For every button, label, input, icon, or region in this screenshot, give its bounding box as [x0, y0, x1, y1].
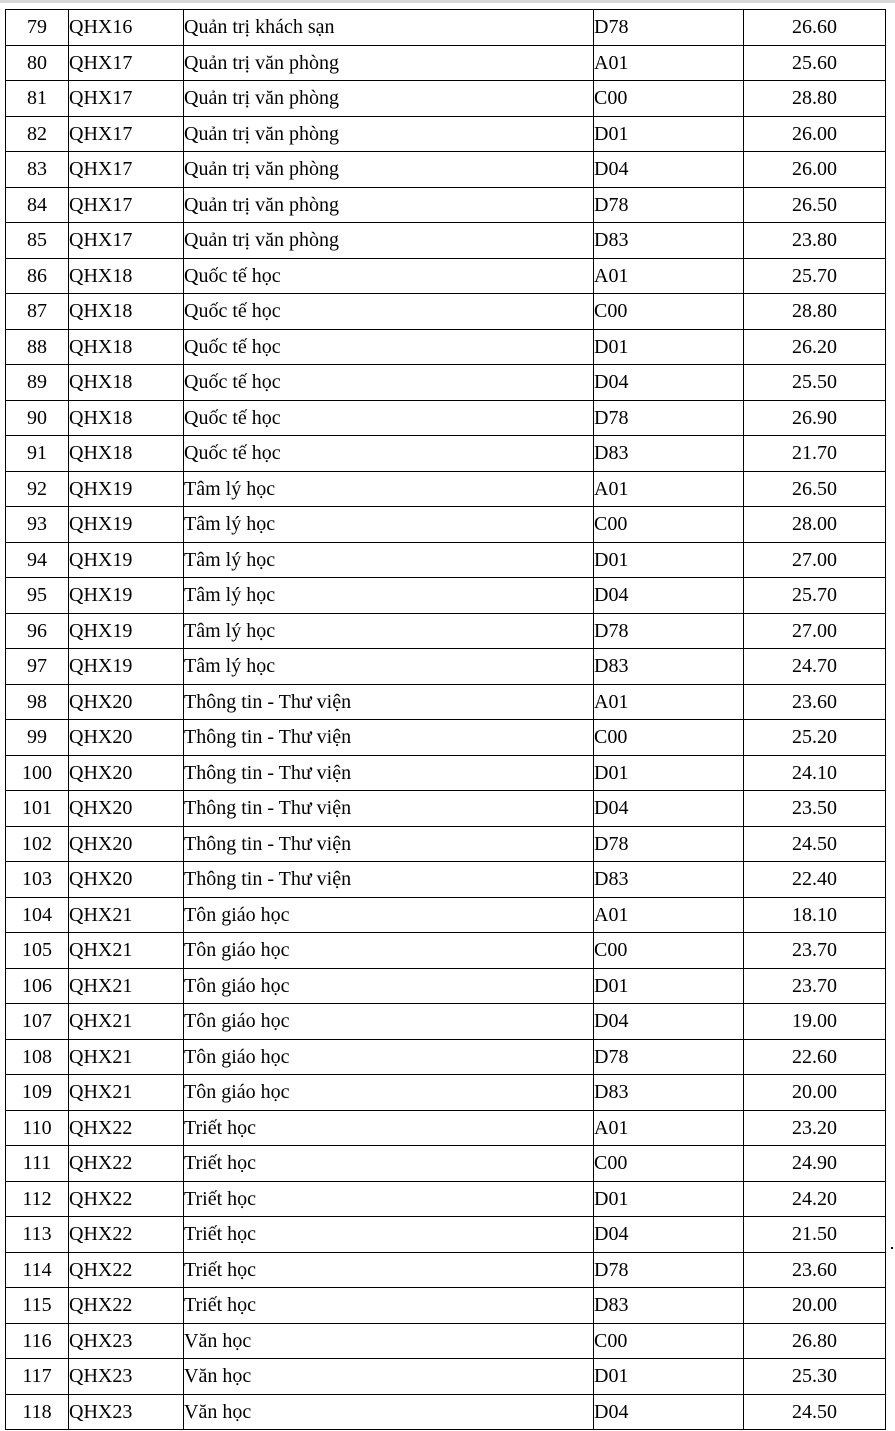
subject-block-cell: D01 — [594, 542, 744, 578]
score-cell: 18.10 — [744, 897, 886, 933]
table-row — [6, 1288, 886, 1324]
score-cell: 19.00 — [744, 1004, 886, 1040]
major-code-cell: QHX19 — [69, 542, 184, 578]
score-cell: 24.20 — [744, 1181, 886, 1217]
row-number-cell: 108 — [6, 1039, 69, 1075]
score-cell: 25.70 — [744, 578, 886, 614]
table-row — [6, 755, 886, 791]
major-code-cell: QHX20 — [69, 791, 184, 827]
table-row — [6, 613, 886, 649]
score-cell: 27.00 — [744, 542, 886, 578]
subject-block-cell: A01 — [594, 471, 744, 507]
table-row — [6, 1181, 886, 1217]
major-code-cell: QHX20 — [69, 826, 184, 862]
major-code-cell: QHX19 — [69, 507, 184, 543]
table-row — [6, 720, 886, 756]
score-cell: 28.80 — [744, 294, 886, 330]
row-number-cell: 112 — [6, 1181, 69, 1217]
major-name-cell: Thông tin - Thư viện — [184, 684, 594, 720]
major-code-cell: QHX20 — [69, 755, 184, 791]
row-number-cell: 103 — [6, 862, 69, 898]
major-name-cell: Triết học — [184, 1181, 594, 1217]
subject-block-cell: C00 — [594, 1323, 744, 1359]
major-name-cell: Thông tin - Thư viện — [184, 826, 594, 862]
major-code-cell: QHX18 — [69, 365, 184, 401]
major-name-cell: Tâm lý học — [184, 471, 594, 507]
table-row — [6, 223, 886, 259]
table-row — [6, 1146, 886, 1182]
row-number-cell: 109 — [6, 1075, 69, 1111]
table-row — [6, 10, 886, 46]
subject-block-cell: D78 — [594, 10, 744, 46]
row-number-cell: 113 — [6, 1217, 69, 1253]
subject-block-cell: D01 — [594, 1359, 744, 1395]
subject-block-cell: A01 — [594, 684, 744, 720]
score-cell: 26.60 — [744, 10, 886, 46]
subject-block-cell: D01 — [594, 116, 744, 152]
major-name-cell: Quốc tế học — [184, 258, 594, 294]
major-name-cell: Thông tin - Thư viện — [184, 791, 594, 827]
major-code-cell: QHX22 — [69, 1181, 184, 1217]
subject-block-cell: D78 — [594, 400, 744, 436]
score-cell: 21.50 — [744, 1217, 886, 1253]
score-cell: 24.50 — [744, 1394, 886, 1430]
table-row — [6, 649, 886, 685]
score-cell: 24.70 — [744, 649, 886, 685]
subject-block-cell: D04 — [594, 791, 744, 827]
table-row — [6, 1323, 886, 1359]
major-code-cell: QHX21 — [69, 933, 184, 969]
row-number-cell: 86 — [6, 258, 69, 294]
subject-block-cell: C00 — [594, 1146, 744, 1182]
score-cell: 24.50 — [744, 826, 886, 862]
table-row — [6, 365, 886, 401]
major-name-cell: Quốc tế học — [184, 365, 594, 401]
score-cell: 24.10 — [744, 755, 886, 791]
subject-block-cell: D78 — [594, 1252, 744, 1288]
score-cell: 22.40 — [744, 862, 886, 898]
major-name-cell: Quản trị văn phòng — [184, 116, 594, 152]
major-name-cell: Tâm lý học — [184, 613, 594, 649]
table-row — [6, 862, 886, 898]
major-name-cell: Tâm lý học — [184, 649, 594, 685]
row-number-cell: 111 — [6, 1146, 69, 1182]
score-cell: 23.70 — [744, 968, 886, 1004]
row-number-cell: 90 — [6, 400, 69, 436]
subject-block-cell: D78 — [594, 613, 744, 649]
major-name-cell: Văn học — [184, 1323, 594, 1359]
table-row — [6, 578, 886, 614]
score-cell: 23.50 — [744, 791, 886, 827]
row-number-cell: 105 — [6, 933, 69, 969]
row-number-cell: 116 — [6, 1323, 69, 1359]
score-cell: 25.50 — [744, 365, 886, 401]
table-row — [6, 897, 886, 933]
major-name-cell: Tâm lý học — [184, 542, 594, 578]
table-row — [6, 684, 886, 720]
row-number-cell: 96 — [6, 613, 69, 649]
major-code-cell: QHX20 — [69, 862, 184, 898]
score-cell: 26.20 — [744, 329, 886, 365]
major-name-cell: Tôn giáo học — [184, 1039, 594, 1075]
major-code-cell: QHX20 — [69, 720, 184, 756]
major-code-cell: QHX18 — [69, 400, 184, 436]
major-code-cell: QHX23 — [69, 1359, 184, 1395]
major-code-cell: QHX16 — [69, 10, 184, 46]
table-body — [6, 10, 886, 1430]
subject-block-cell: A01 — [594, 45, 744, 81]
subject-block-cell: D83 — [594, 1075, 744, 1111]
score-cell: 26.00 — [744, 152, 886, 188]
score-cell: 21.70 — [744, 436, 886, 472]
subject-block-cell: D01 — [594, 755, 744, 791]
score-cell: 25.70 — [744, 258, 886, 294]
table-row — [6, 187, 886, 223]
score-cell: 23.80 — [744, 223, 886, 259]
row-number-cell: 92 — [6, 471, 69, 507]
subject-block-cell: D04 — [594, 1217, 744, 1253]
score-cell: 23.70 — [744, 933, 886, 969]
major-code-cell: QHX19 — [69, 578, 184, 614]
subject-block-cell: D83 — [594, 1288, 744, 1324]
major-name-cell: Tôn giáo học — [184, 933, 594, 969]
score-cell: 27.00 — [744, 613, 886, 649]
row-number-cell: 99 — [6, 720, 69, 756]
row-number-cell: 100 — [6, 755, 69, 791]
major-name-cell: Quốc tế học — [184, 436, 594, 472]
score-cell: 25.60 — [744, 45, 886, 81]
score-cell: 20.00 — [744, 1288, 886, 1324]
major-name-cell: Tôn giáo học — [184, 1004, 594, 1040]
major-code-cell: QHX23 — [69, 1394, 184, 1430]
subject-block-cell: D04 — [594, 578, 744, 614]
major-code-cell: QHX19 — [69, 649, 184, 685]
subject-block-cell: A01 — [594, 258, 744, 294]
subject-block-cell: D83 — [594, 649, 744, 685]
score-cell: 24.90 — [744, 1146, 886, 1182]
subject-block-cell: C00 — [594, 294, 744, 330]
subject-block-cell: D83 — [594, 862, 744, 898]
major-name-cell: Triết học — [184, 1146, 594, 1182]
major-code-cell: QHX17 — [69, 223, 184, 259]
row-number-cell: 114 — [6, 1252, 69, 1288]
table-row — [6, 1252, 886, 1288]
score-cell: 22.60 — [744, 1039, 886, 1075]
major-name-cell: Triết học — [184, 1110, 594, 1146]
major-code-cell: QHX21 — [69, 968, 184, 1004]
table-row — [6, 1004, 886, 1040]
major-code-cell: QHX21 — [69, 1004, 184, 1040]
major-code-cell: QHX19 — [69, 613, 184, 649]
table-row — [6, 152, 886, 188]
table-row — [6, 471, 886, 507]
score-cell: 25.20 — [744, 720, 886, 756]
table-row — [6, 400, 886, 436]
major-code-cell: QHX17 — [69, 81, 184, 117]
top-divider — [0, 0, 895, 3]
subject-block-cell: D04 — [594, 1394, 744, 1430]
subject-block-cell: D04 — [594, 1004, 744, 1040]
major-code-cell: QHX21 — [69, 1039, 184, 1075]
major-code-cell: QHX22 — [69, 1146, 184, 1182]
major-code-cell: QHX22 — [69, 1217, 184, 1253]
major-code-cell: QHX17 — [69, 45, 184, 81]
subject-block-cell: A01 — [594, 1110, 744, 1146]
major-name-cell: Thông tin - Thư viện — [184, 862, 594, 898]
major-name-cell: Tâm lý học — [184, 507, 594, 543]
score-cell: 25.30 — [744, 1359, 886, 1395]
table-row — [6, 542, 886, 578]
table-row — [6, 1359, 886, 1395]
table-row — [6, 826, 886, 862]
table-row — [6, 791, 886, 827]
table-row — [6, 1039, 886, 1075]
row-number-cell: 98 — [6, 684, 69, 720]
subject-block-cell: C00 — [594, 81, 744, 117]
major-code-cell: QHX21 — [69, 1075, 184, 1111]
subject-block-cell: D83 — [594, 223, 744, 259]
score-cell: 23.60 — [744, 684, 886, 720]
major-name-cell: Quốc tế học — [184, 329, 594, 365]
row-number-cell: 79 — [6, 10, 69, 46]
subject-block-cell: D04 — [594, 152, 744, 188]
row-number-cell: 94 — [6, 542, 69, 578]
score-cell: 26.90 — [744, 400, 886, 436]
major-code-cell: QHX17 — [69, 187, 184, 223]
table-row — [6, 1394, 886, 1430]
major-name-cell: Quản trị văn phòng — [184, 81, 594, 117]
table-row — [6, 45, 886, 81]
major-name-cell: Triết học — [184, 1288, 594, 1324]
row-number-cell: 104 — [6, 897, 69, 933]
score-cell: 26.50 — [744, 187, 886, 223]
major-name-cell: Văn học — [184, 1359, 594, 1395]
major-name-cell: Triết học — [184, 1217, 594, 1253]
score-cell: 28.80 — [744, 81, 886, 117]
major-name-cell: Văn học — [184, 1394, 594, 1430]
subject-block-cell: D01 — [594, 968, 744, 1004]
major-name-cell: Quốc tế học — [184, 400, 594, 436]
row-number-cell: 82 — [6, 116, 69, 152]
row-number-cell: 80 — [6, 45, 69, 81]
row-number-cell: 93 — [6, 507, 69, 543]
major-name-cell: Quản trị văn phòng — [184, 45, 594, 81]
row-number-cell: 117 — [6, 1359, 69, 1395]
table-row — [6, 507, 886, 543]
row-number-cell: 91 — [6, 436, 69, 472]
subject-block-cell: A01 — [594, 897, 744, 933]
row-number-cell: 89 — [6, 365, 69, 401]
table-row — [6, 294, 886, 330]
table-row — [6, 116, 886, 152]
table-row — [6, 329, 886, 365]
table-row — [6, 933, 886, 969]
subject-block-cell: C00 — [594, 933, 744, 969]
major-name-cell: Quản trị văn phòng — [184, 152, 594, 188]
row-number-cell: 87 — [6, 294, 69, 330]
margin-mark — [891, 1247, 893, 1249]
major-code-cell: QHX18 — [69, 329, 184, 365]
subject-block-cell: C00 — [594, 507, 744, 543]
score-cell: 23.60 — [744, 1252, 886, 1288]
major-code-cell: QHX17 — [69, 116, 184, 152]
score-cell: 28.00 — [744, 507, 886, 543]
row-number-cell: 95 — [6, 578, 69, 614]
table-row — [6, 258, 886, 294]
table-row — [6, 81, 886, 117]
major-name-cell: Tôn giáo học — [184, 897, 594, 933]
table-row — [6, 1110, 886, 1146]
major-code-cell: QHX22 — [69, 1110, 184, 1146]
major-name-cell: Tâm lý học — [184, 578, 594, 614]
major-name-cell: Quản trị văn phòng — [184, 187, 594, 223]
score-cell: 20.00 — [744, 1075, 886, 1111]
major-code-cell: QHX17 — [69, 152, 184, 188]
major-name-cell: Thông tin - Thư viện — [184, 720, 594, 756]
row-number-cell: 88 — [6, 329, 69, 365]
table-row — [6, 1217, 886, 1253]
row-number-cell: 107 — [6, 1004, 69, 1040]
admission-score-table — [5, 9, 886, 1430]
row-number-cell: 115 — [6, 1288, 69, 1324]
major-code-cell: QHX21 — [69, 897, 184, 933]
row-number-cell: 106 — [6, 968, 69, 1004]
row-number-cell: 84 — [6, 187, 69, 223]
subject-block-cell: D04 — [594, 365, 744, 401]
major-code-cell: QHX22 — [69, 1288, 184, 1324]
row-number-cell: 97 — [6, 649, 69, 685]
major-name-cell: Quốc tế học — [184, 294, 594, 330]
row-number-cell: 81 — [6, 81, 69, 117]
major-name-cell: Thông tin - Thư viện — [184, 755, 594, 791]
major-name-cell: Triết học — [184, 1252, 594, 1288]
major-code-cell: QHX23 — [69, 1323, 184, 1359]
major-name-cell: Tôn giáo học — [184, 968, 594, 1004]
score-cell: 26.80 — [744, 1323, 886, 1359]
row-number-cell: 102 — [6, 826, 69, 862]
row-number-cell: 83 — [6, 152, 69, 188]
subject-block-cell: D83 — [594, 436, 744, 472]
row-number-cell: 118 — [6, 1394, 69, 1430]
major-code-cell: QHX19 — [69, 471, 184, 507]
major-code-cell: QHX20 — [69, 684, 184, 720]
row-number-cell: 110 — [6, 1110, 69, 1146]
subject-block-cell: C00 — [594, 720, 744, 756]
major-code-cell: QHX22 — [69, 1252, 184, 1288]
score-cell: 26.50 — [744, 471, 886, 507]
score-cell: 23.20 — [744, 1110, 886, 1146]
score-cell: 26.00 — [744, 116, 886, 152]
row-number-cell: 85 — [6, 223, 69, 259]
subject-block-cell: D78 — [594, 1039, 744, 1075]
subject-block-cell: D01 — [594, 329, 744, 365]
major-name-cell: Tôn giáo học — [184, 1075, 594, 1111]
major-code-cell: QHX18 — [69, 258, 184, 294]
subject-block-cell: D78 — [594, 826, 744, 862]
table-row — [6, 436, 886, 472]
subject-block-cell: D78 — [594, 187, 744, 223]
major-code-cell: QHX18 — [69, 436, 184, 472]
row-number-cell: 101 — [6, 791, 69, 827]
subject-block-cell: D01 — [594, 1181, 744, 1217]
table-row — [6, 968, 886, 1004]
major-name-cell: Quản trị văn phòng — [184, 223, 594, 259]
table-row — [6, 1075, 886, 1111]
major-name-cell: Quản trị khách sạn — [184, 10, 594, 46]
major-code-cell: QHX18 — [69, 294, 184, 330]
